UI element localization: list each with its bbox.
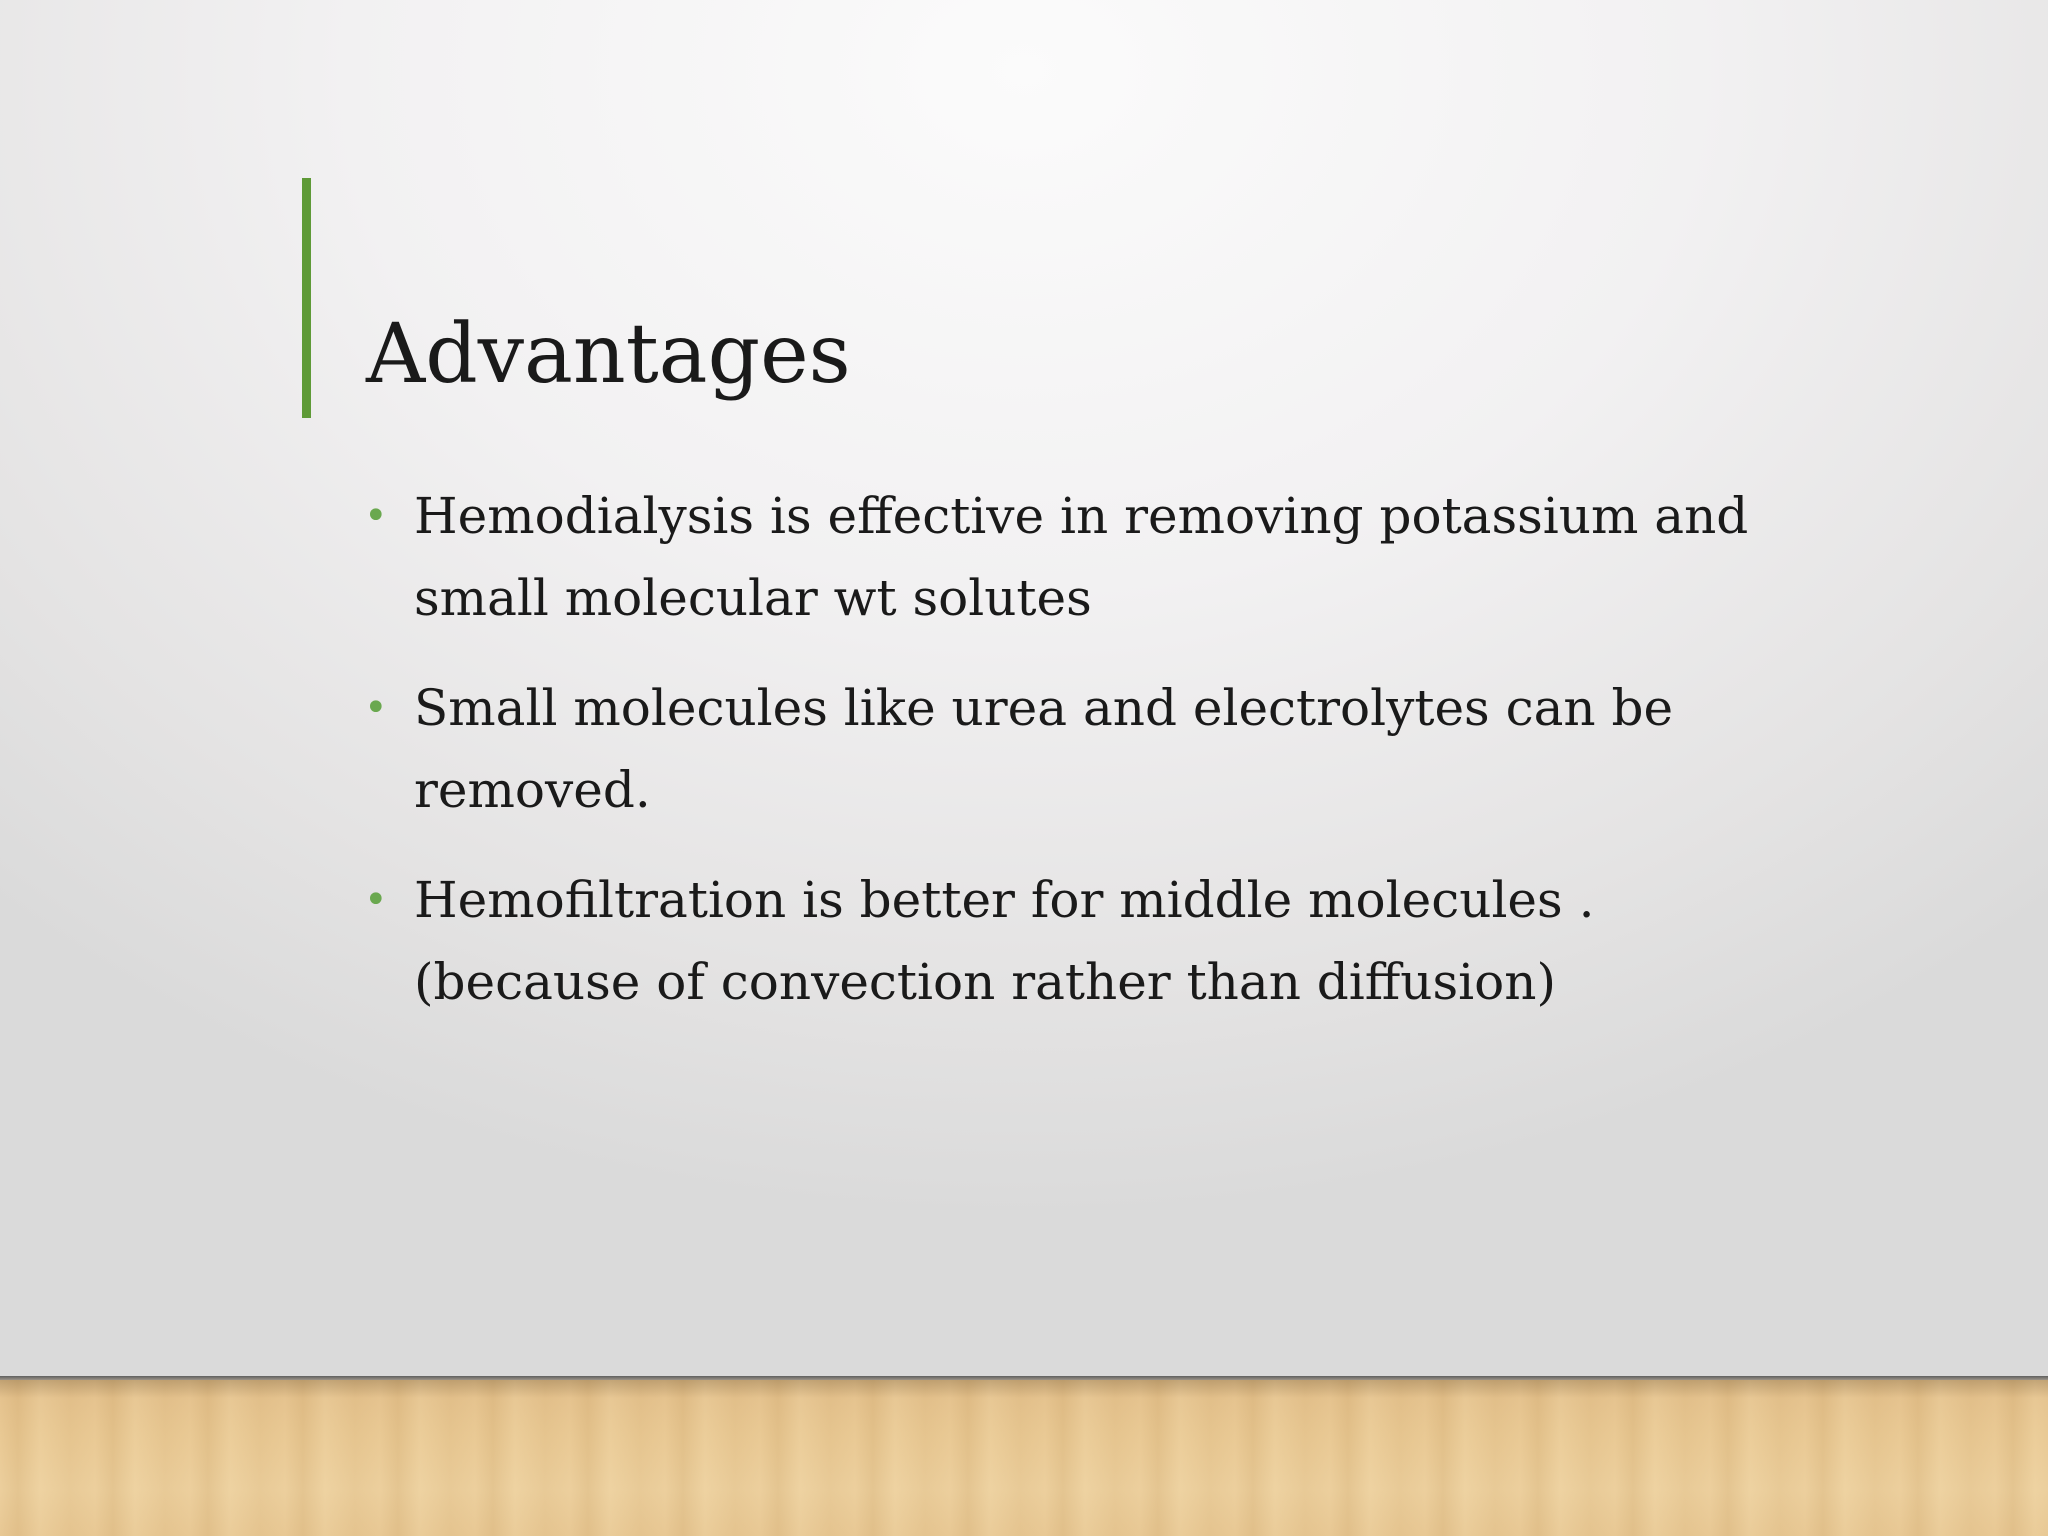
bullet-list (362, 475, 1832, 1051)
bullet-text: Hemofiltration is better for middle molecules . (because of convection rather than diffusion) (414, 871, 1595, 1011)
bullet-text: Small molecules like urea and electrolytes can be removed. (414, 679, 1674, 819)
wood-floor (0, 1380, 2048, 1536)
bullet-item (362, 475, 1832, 639)
bullet-dot-icon: • (364, 685, 388, 731)
bullet-item (362, 859, 1832, 1023)
bullet-dot-icon: • (364, 493, 388, 539)
title-accent-bar (302, 178, 311, 418)
bullet-text: Hemodialysis is effective in removing potassium and small molecular wt solutes (414, 487, 1749, 627)
bullet-item (362, 667, 1832, 831)
slide-title: Advantages (366, 307, 851, 402)
floor-shadow (0, 1380, 2048, 1398)
bullet-dot-icon: • (364, 877, 388, 923)
